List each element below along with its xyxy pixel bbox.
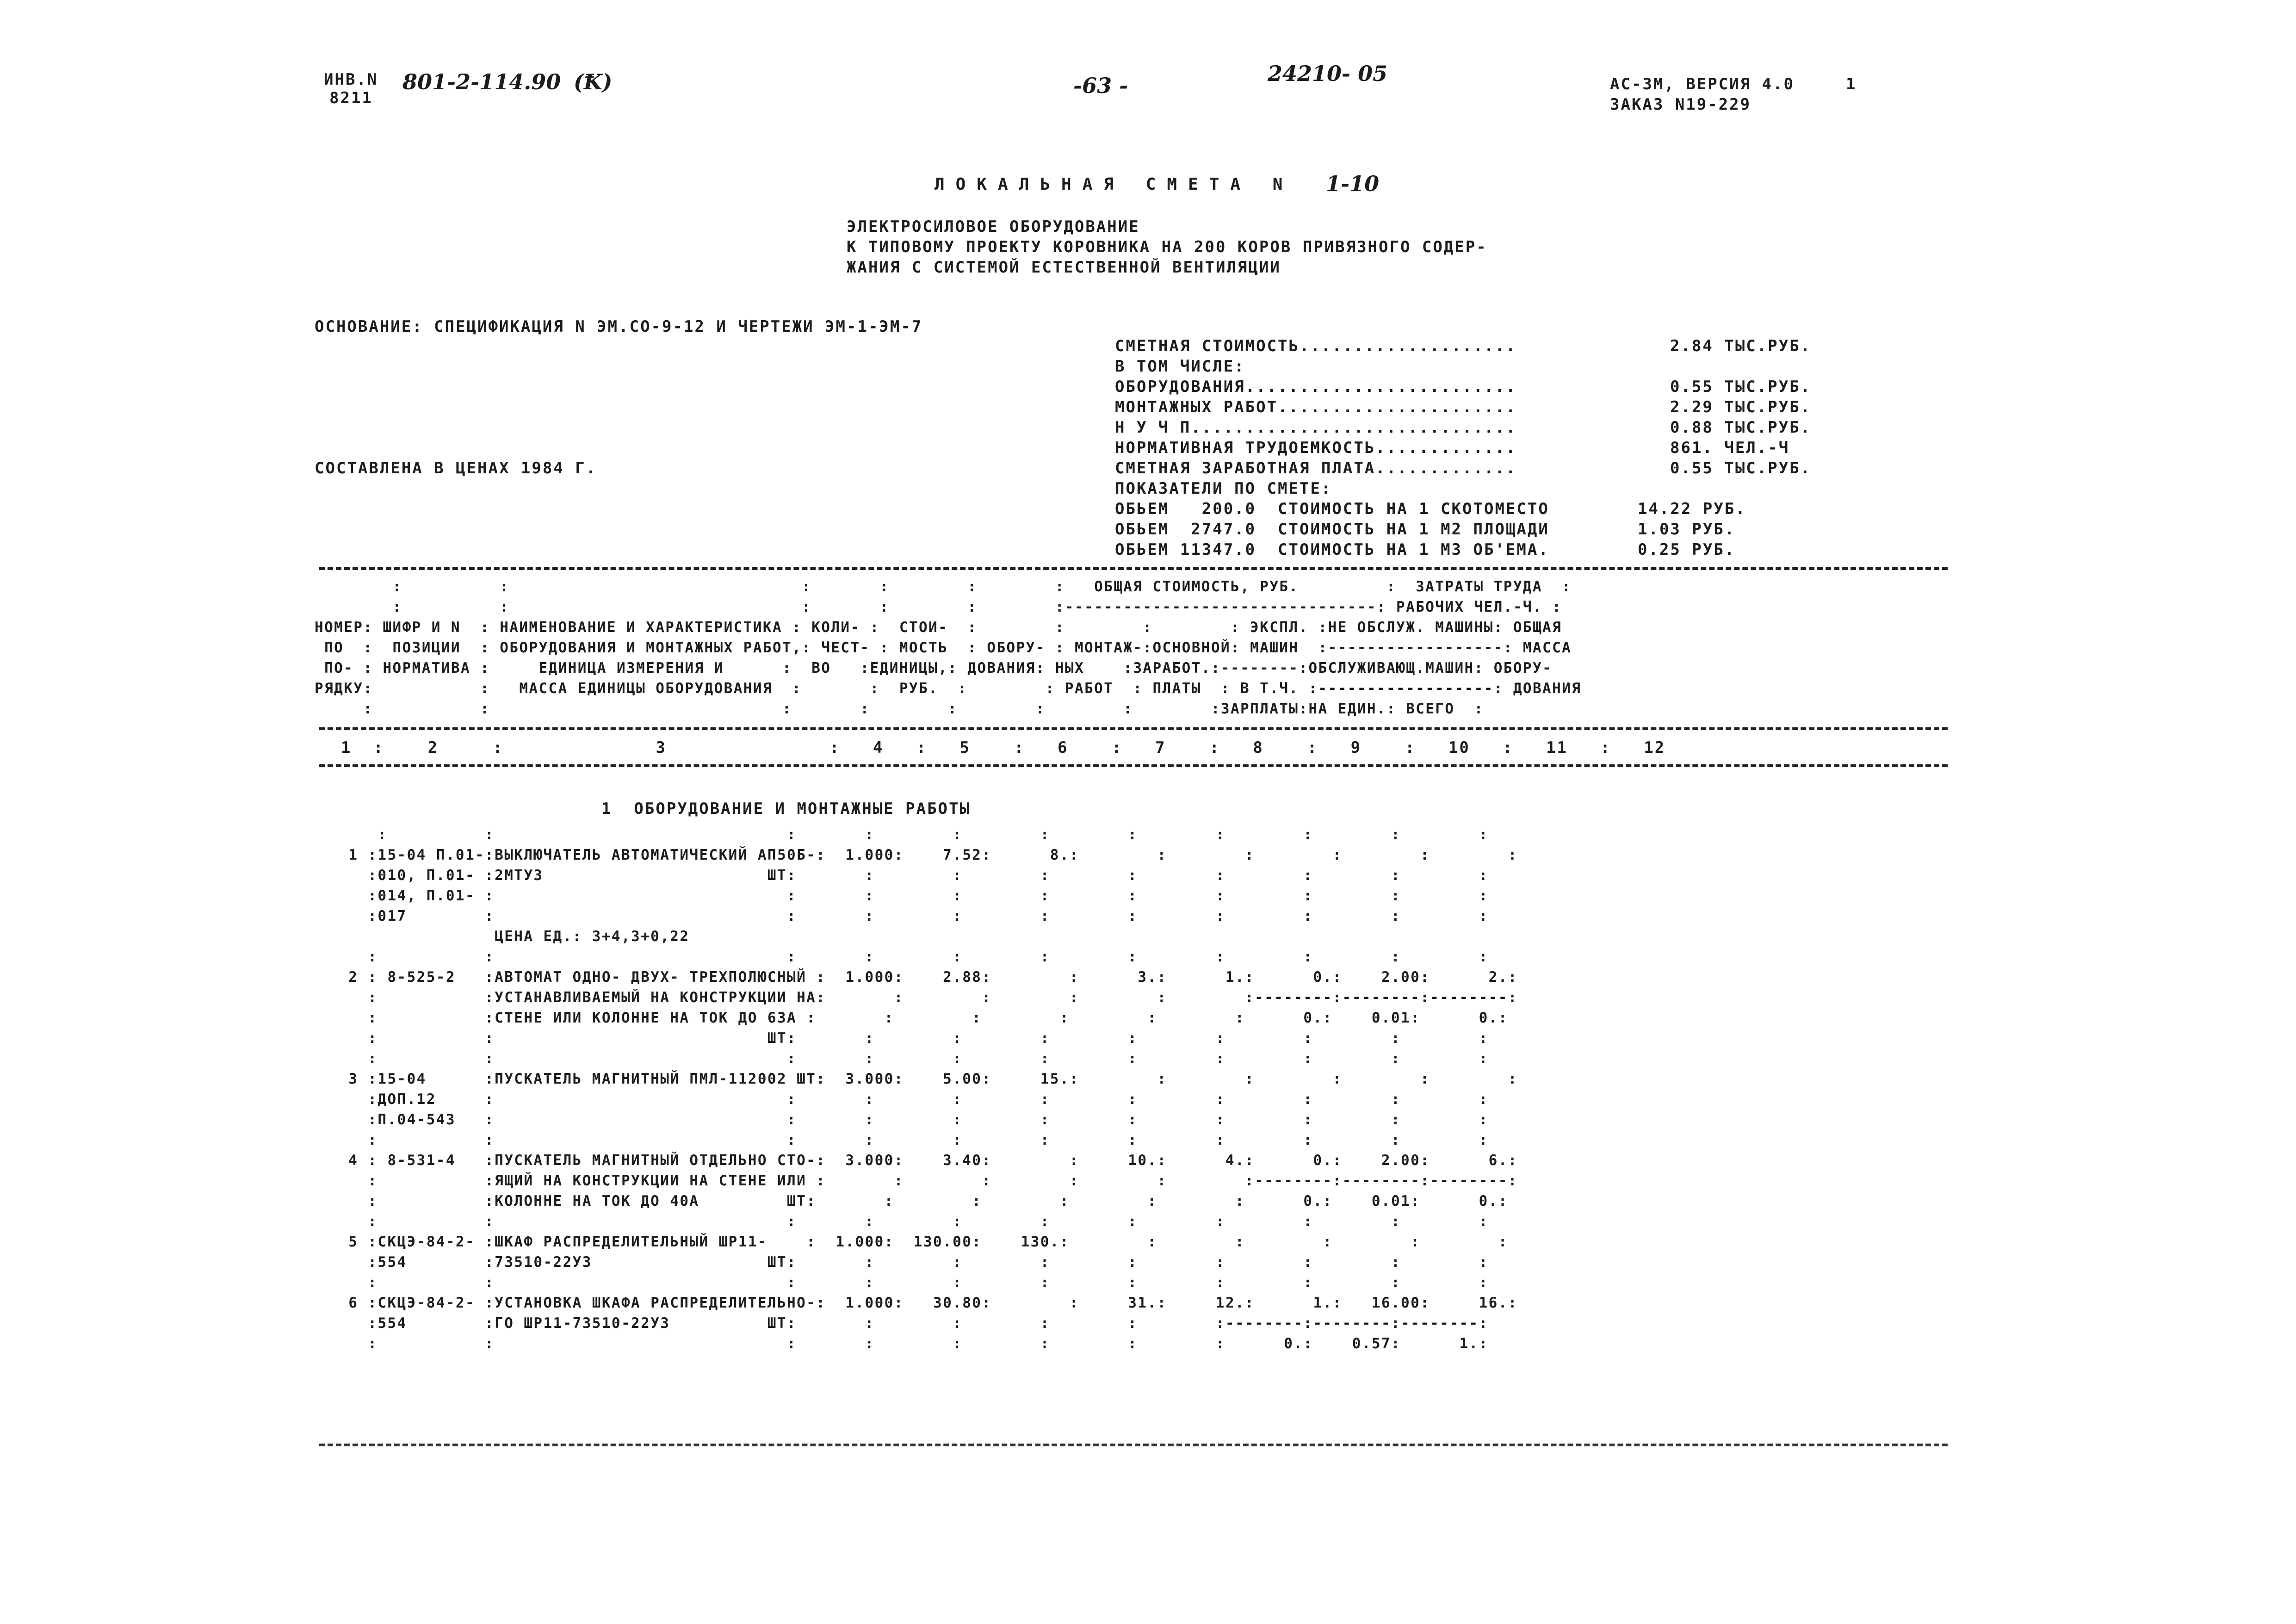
summary-label: СМЕТНАЯ ЗАРАБОТНАЯ ПЛАТА............. — [1115, 459, 1517, 477]
header-rule — [319, 727, 1948, 730]
summary-value: 1.03 РУБ. — [1638, 520, 1736, 539]
section-title: 1 ОБОРУДОВАНИЕ И МОНТАЖНЫЕ РАБОТЫ — [601, 800, 971, 818]
table-row: : : : : : : : : 0.: 0.57: 1.: — [319, 1335, 1489, 1352]
summary-label: Н У Ч П.............................. — [1115, 418, 1517, 437]
table-row: : : : : : : : : : : : — [319, 948, 1489, 965]
table-header-line: : : : : : : ОБЩАЯ СТОИМОСТЬ, РУБ. : ЗАТРАТЫ ТРУДА : — [315, 578, 1572, 595]
table-row: : :ЯЩИЙ НА КОНСТРУКЦИИ НА СТЕНЕ ИЛИ : : : : : :--------:--------:--------: — [319, 1172, 1518, 1189]
table-row: : :КОЛОННЕ НА ТОК ДО 40А ШТ: : : : : : 0.: 0.01: 0.: — [319, 1193, 1508, 1209]
table-row: :П.04-543 : : : : : : : : : : — [319, 1111, 1489, 1128]
column-numbers-rule — [319, 764, 1948, 767]
project-code-mark: (Ꝁ) — [574, 69, 613, 94]
summary-value: 14.22 РУБ. — [1638, 500, 1746, 518]
sheet-number: 1 — [1846, 75, 1857, 93]
table-row: 1 :15-04 П.01-:ВЫКЛЮЧАТЕЛЬ АВТОМАТИЧЕСКИЙ АП50Б-: 1.000: 7.52: 8.: : : : : : — [319, 847, 1518, 863]
table-row: : : : : : : : : : : : — [319, 1274, 1489, 1291]
summary-label: ПОКАЗАТЕЛИ ПО СМЕТЕ: — [1115, 479, 1332, 498]
table-row: :010, П.01- :2МТУ3 ШТ: : : : : : : : : — [319, 867, 1489, 884]
order-handwritten: 24210- 05 — [1268, 61, 1388, 86]
table-row: :017 : : : : : : : : : : — [319, 908, 1489, 924]
table-row: 6 :СКЦЭ-84-2- :УСТАНОВКА ШКАФА РАСПРЕДЕЛИТЕЛЬНО-: 1.000: 30.80: : 31.: 12.: 1.: 16.00: 16.: — [319, 1295, 1518, 1311]
table-header-line: ПО- : НОРМАТИВА : ЕДИНИЦА ИЗМЕРЕНИЯ И : ВО :ЕДИНИЦЫ,: ДОВАНИЯ: НЫХ :ЗАРАБОТ.:--------:ОБСЛУЖИВАЮЩ.МАШИН: ОБОРУ- — [315, 660, 1553, 676]
summary-value: 2.84 ТЫС.РУБ. — [1670, 337, 1812, 355]
summary-label: ОБЬЕМ 11347.0 СТОИМОСТЬ НА 1 М3 ОБ'ЕМА. — [1115, 540, 1549, 559]
table-header-line: НОМЕР: ШИФР И N : НАИМЕНОВАНИЕ И ХАРАКТЕРИСТИКА : КОЛИ- : СТОИ- : : : : ЭКСПЛ. :НЕ ОБСЛУЖ. МАШИНЫ: ОБЩАЯ — [315, 619, 1562, 636]
document-title: ЛОКАЛЬНАЯ СМЕТА N — [934, 175, 1294, 194]
summary-label: В ТОМ ЧИСЛЕ: — [1115, 357, 1245, 376]
table-row: : : : : : : : : : : : — [319, 826, 1489, 843]
summary-value: 0.55 ТЫС.РУБ. — [1670, 378, 1812, 396]
table-row: 2 : 8-525-2 :АВТОМАТ ОДНО- ДВУХ- ТРЕХПОЛЮСНЫЙ : 1.000: 2.88: : 3.: 1.: 0.: 2.00: 2.: — [319, 969, 1518, 986]
subtitle-line-3: ЖАНИЯ С СИСТЕМОЙ ЕСТЕСТВЕННОЙ ВЕНТИЛЯЦИИ — [847, 258, 1281, 277]
project-code: 801-2-114.90 — [402, 69, 561, 94]
prices-year-text: СОСТАВЛЕНА В ЦЕНАХ 1984 Г. — [315, 459, 597, 477]
page-number: -63 - — [1073, 73, 1128, 98]
table-header-line: : : : : : : : :ЗАРПЛАТЫ:НА ЕДИН.: ВСЕГО : — [315, 700, 1484, 717]
basis-text: ОСНОВАНИЕ: СПЕЦИФИКАЦИЯ N ЭМ.СО-9-12 И ЧЕРТЕЖИ ЭМ-1-ЭМ-7 — [315, 317, 923, 336]
system-version: АС-3М, ВЕРСИЯ 4.0 — [1610, 75, 1795, 93]
summary-value: 861. ЧЕЛ.-Ч — [1670, 439, 1790, 457]
table-row: 4 : 8-531-4 :ПУСКАТЕЛЬ МАГНИТНЫЙ ОТДЕЛЬНО СТО-: 3.000: 3.40: : 10.: 4.: 0.: 2.00: 6.: — [319, 1152, 1518, 1169]
summary-label: ОБЬЕМ 2747.0 СТОИМОСТЬ НА 1 М2 ПЛОЩАДИ — [1115, 520, 1549, 539]
document-title-number: 1-10 — [1326, 171, 1380, 196]
summary-label: ОБЬЕМ 200.0 СТОИМОСТЬ НА 1 СКОТОМЕСТО — [1115, 500, 1549, 518]
table-row: 3 :15-04 :ПУСКАТЕЛЬ МАГНИТНЫЙ ПМЛ-112002 ШТ: 3.000: 5.00: 15.: : : : : : — [319, 1071, 1518, 1087]
table-top-rule — [319, 567, 1948, 570]
inventory-label: ИНВ.N — [324, 70, 378, 89]
table-row: :554 :73510-22У3 ШТ: : : : : : : : : — [319, 1254, 1489, 1271]
summary-label: НОРМАТИВНАЯ ТРУДОЕМКОСТЬ............. — [1115, 439, 1517, 457]
column-numbers: 1 : 2 : 3 : 4 : 5 : 6 : 7 : 8 : 9 : 10 : 11 : 12 — [319, 738, 1666, 757]
table-header-line: ПО : ПОЗИЦИИ : ОБОРУДОВАНИЯ И МОНТАЖНЫХ РАБОТ,: ЧЕСТ- : МОСТЬ : ОБОРУ- : МОНТАЖ-:ОСНОВНОЙ: МАШИН :------------------: МАССА — [315, 639, 1572, 656]
table-row: ЦЕНА ЕД.: 3+4,3+0,22 — [319, 928, 690, 945]
summary-value: 0.55 ТЫС.РУБ. — [1670, 459, 1812, 477]
summary-value: 2.29 ТЫС.РУБ. — [1670, 398, 1812, 416]
summary-label: МОНТАЖНЫХ РАБОТ...................... — [1115, 398, 1517, 416]
table-row: : : ШТ: : : : : : : : : — [319, 1030, 1489, 1047]
table-row: :014, П.01- : : : : : : : : : : — [319, 887, 1489, 904]
table-row: : :СТЕНЕ ИЛИ КОЛОННЕ НА ТОК ДО 63А : : : : : : 0.: 0.01: 0.: — [319, 1010, 1508, 1026]
table-row: : : : : : : : : : : : — [319, 1213, 1489, 1230]
table-row: 5 :СКЦЭ-84-2- :ШКАФ РАСПРЕДЕЛИТЕЛЬНЫЙ ШР11- : 1.000: 130.00: 130.: : : : : : — [319, 1233, 1508, 1250]
summary-label: СМЕТНАЯ СТОИМОСТЬ.................... — [1115, 337, 1517, 355]
summary-label: ОБОРУДОВАНИЯ......................... — [1115, 378, 1517, 396]
summary-value: 0.88 ТЫС.РУБ. — [1670, 418, 1812, 437]
table-header-line: : : : : : :--------------------------------: РАБОЧИХ ЧЕЛ.-Ч. : — [315, 599, 1562, 615]
subtitle-line-1: ЭЛЕКТРОСИЛОВОЕ ОБОРУДОВАНИЕ — [847, 217, 1140, 236]
subtitle-line-2: К ТИПОВОМУ ПРОЕКТУ КОРОВНИКА НА 200 КОРОВ ПРИВЯЗНОГО СОДЕР- — [847, 238, 1487, 256]
table-row: : : : : : : : : : : : — [319, 1050, 1489, 1067]
order-number: ЗАКАЗ N19-229 — [1610, 95, 1751, 114]
bottom-rule — [319, 1444, 1948, 1446]
table-row: :ДОП.12 : : : : : : : : : : — [319, 1091, 1489, 1108]
table-row: : :УСТАНАВЛИВАЕМЫЙ НА КОНСТРУКЦИИ НА: : : : : :--------:--------:--------: — [319, 989, 1518, 1006]
table-row: : : : : : : : : : : : — [319, 1132, 1489, 1148]
table-header-line: РЯДКУ: : МАССА ЕДИНИЦЫ ОБОРУДОВАНИЯ : : РУБ. : : РАБОТ : ПЛАТЫ : В Т.Ч. :------------------: ДОВАНИЯ — [315, 680, 1582, 697]
table-row: :554 :ГО ШР11-73510-22У3 ШТ: : : : : :--------:--------:--------: — [319, 1315, 1489, 1332]
summary-value: 0.25 РУБ. — [1638, 540, 1736, 559]
inventory-number: 8211 — [329, 89, 373, 107]
